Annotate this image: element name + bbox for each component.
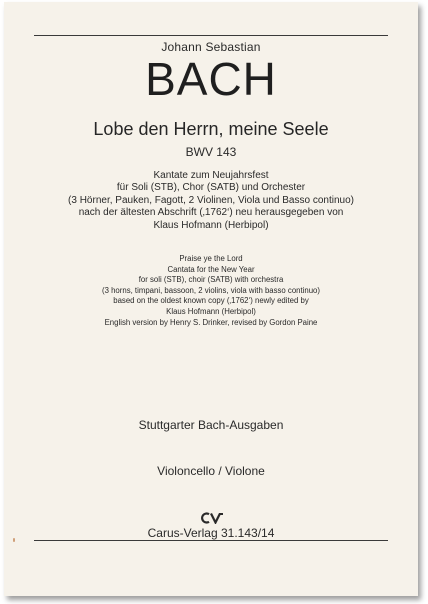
german-line: (3 Hörner, Pauken, Fagott, 2 Violinen, Viola und Basso continuo) <box>68 194 354 206</box>
work-title: Lobe den Herrn, meine Seele <box>93 119 329 139</box>
german-line: Kantate zum Neujahrsfest <box>153 170 269 181</box>
english-line: Cantata for the New Year <box>167 264 255 274</box>
english-description <box>4 254 418 328</box>
top-rule <box>34 35 388 36</box>
german-line: Klaus Hofmann (Herbipol) <box>153 219 269 231</box>
german-line: nach der ältesten Abschrift (‚1762‘) neu herausgegeben von <box>78 207 344 219</box>
publisher-imprint: Carus-Verlag 31.143/14 <box>147 526 275 540</box>
series-name: Stuttgarter Bach-Ausgaben <box>138 418 284 432</box>
german-line: für Soli (STB), Chor (SATB) und Orchester <box>116 182 306 194</box>
composer-surname: BACH <box>145 53 277 105</box>
english-line: based on the oldest known copy (‚1762‘) newly edited by <box>113 296 309 306</box>
english-line: English version by Henry S. Drinker, revised by Gordon Paine <box>104 317 318 327</box>
composer-first-names: Johann Sebastian <box>161 40 261 54</box>
english-line: for soli (STB), choir (SATB) with orchestra <box>138 275 284 285</box>
english-line: Klaus Hofmann (Herbipol) <box>166 306 256 316</box>
english-line: (3 horns, timpani, bassoon, 2 violins, viola with basso continuo) <box>102 285 320 295</box>
bottom-rule <box>34 540 388 541</box>
catalog-number: BWV 143 <box>185 145 237 159</box>
english-line: Praise ye the Lord <box>179 254 243 263</box>
german-description <box>4 170 418 232</box>
instrument-part: Violoncello / Violone <box>157 464 265 478</box>
edge-mark <box>13 538 15 542</box>
score-cover <box>4 2 418 596</box>
